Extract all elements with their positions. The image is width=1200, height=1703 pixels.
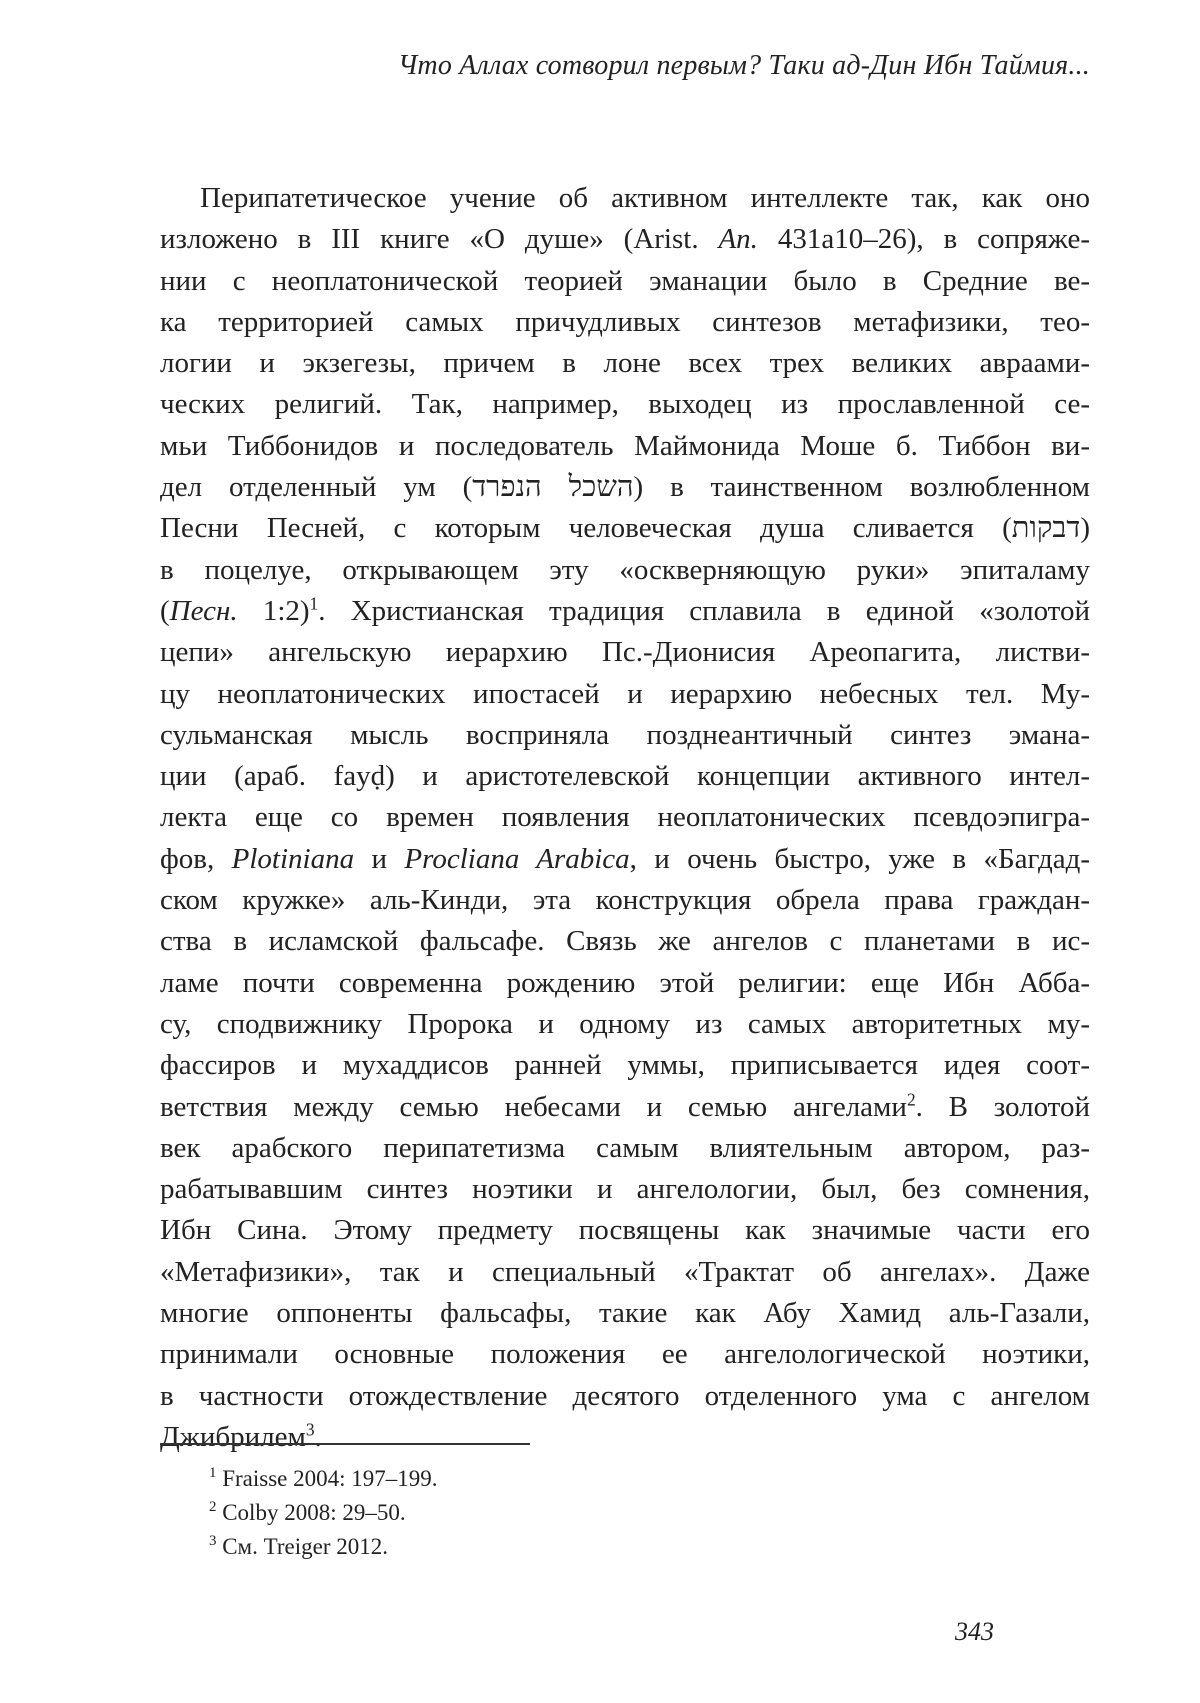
text-segment: ка территорией самых причудливых синтезов метафизики, тео- <box>160 305 1090 338</box>
running-head: Что Аллах сотворил первым? Таки ад-Дин Ибн Таймия... <box>397 50 1090 81</box>
footnote <box>209 1530 438 1564</box>
text-segment: в частности отождествление десятого отделенного ума с ангелом <box>160 1379 1090 1412</box>
footnote-number: 3 <box>209 1533 217 1550</box>
text-line <box>160 384 1090 425</box>
text-line <box>160 343 1090 384</box>
text-line <box>160 467 1090 508</box>
text-line <box>160 715 1090 756</box>
text-line <box>160 839 1090 880</box>
text-line <box>160 963 1090 1004</box>
footnote-text: Fraisse 2004: 197–199. <box>216 1466 438 1491</box>
text-segment: «Метафизики», так и специальный «Трактат об ангелах». Даже <box>160 1255 1090 1288</box>
text-line <box>160 921 1090 962</box>
text-segment: су, сподвижнику Пророка и одному из самых авторитетных му- <box>160 1007 1090 1040</box>
text-segment: дел отделенный ум ( <box>160 471 473 504</box>
hebrew-text: דבקות <box>1011 512 1081 545</box>
footnote-number: 2 <box>209 1499 217 1516</box>
footnote-text: См. Treiger 2012. <box>216 1534 388 1559</box>
text-segment: цепи» ангельскую иерархию Пс.-Дионисия Ареопагита, листви- <box>160 636 1090 669</box>
text-segment: . В золотой <box>915 1090 1090 1123</box>
footnote <box>209 1496 438 1530</box>
hebrew-text: השכל הנפרד <box>472 471 634 504</box>
text-line <box>160 508 1090 549</box>
text-segment: изложено в III книге «О душе» (Arist. <box>160 223 719 256</box>
text-line <box>160 632 1090 673</box>
text-segment: рабатывавшим синтез ноэтики и ангелологии, был, без сомнения, <box>160 1173 1090 1206</box>
text-line <box>160 178 1090 219</box>
text-segment: лекта еще со времен появления неоплатонических псевдоэпигра- <box>160 801 1090 834</box>
text-segment: ) в таинственном возлюбленном <box>633 471 1090 504</box>
footnote <box>209 1462 438 1496</box>
text-line <box>160 880 1090 921</box>
text-segment: фассиров и мухаддисов ранней уммы, приписывается идея соот- <box>160 1049 1090 1082</box>
text-line <box>160 1210 1090 1251</box>
text-segment: . <box>314 1420 322 1453</box>
text-line <box>160 550 1090 591</box>
text-line <box>160 756 1090 797</box>
text-segment: Ибн Сина. Этому предмету посвящены как значимые части его <box>160 1214 1090 1247</box>
text-line <box>160 1417 1090 1458</box>
text-line <box>160 219 1090 260</box>
text-segment: фов, <box>160 842 232 875</box>
text-line <box>160 1252 1090 1293</box>
text-segment: ства в исламской фальсафе. Связь же ангелов с планетами в ис- <box>160 925 1090 958</box>
text-line <box>160 1169 1090 1210</box>
text-line <box>160 1004 1090 1045</box>
text-line <box>160 1087 1090 1128</box>
text-line <box>160 1376 1090 1417</box>
text-segment: век арабского перипатетизма самым влиятельным автором, раз- <box>160 1131 1090 1164</box>
text-segment: Перипатетическое учение об активном интеллекте так, как оно <box>200 182 1090 214</box>
text-segment: 431a10–26), в сопряже- <box>757 223 1090 256</box>
italic-text: Песн. <box>169 594 238 627</box>
text-segment: нии с неоплатонической теорией эманации было в Средние ве- <box>160 264 1090 297</box>
text-segment: многие оппоненты фальсафы, такие как Абу Хамид аль-Газали, <box>160 1297 1090 1330</box>
text-segment: сульманская мысль восприняла позднеантичный синтез эмана- <box>160 718 1090 751</box>
footnotes <box>209 1462 438 1564</box>
text-segment: Джибрилем <box>160 1420 306 1453</box>
text-segment: мьи Тиббонидов и последователь Маймонида Моше б. Тиббон ви- <box>160 429 1090 462</box>
text-segment: Песни Песней, с которым человеческая душа сливается ( <box>160 512 1012 545</box>
text-segment: в поцелуе, открывающем эту «оскверняющую руки» эпиталаму <box>160 553 1090 586</box>
text-line <box>160 1128 1090 1169</box>
page-number: 343 <box>955 1617 994 1646</box>
text-segment: ветствия между семью небесами и семью ангелами <box>160 1090 907 1123</box>
text-line <box>160 426 1090 467</box>
text-segment: ском кружке» аль-Кинди, эта конструкция обрела права граждан- <box>160 884 1090 917</box>
text-line <box>160 1045 1090 1086</box>
footnote-marker: 2 <box>906 1089 916 1110</box>
body-text <box>160 178 1090 1458</box>
text-line <box>160 1334 1090 1375</box>
footnote-divider <box>160 1443 530 1445</box>
text-segment: ) <box>1080 512 1090 545</box>
text-segment: цу неоплатонических ипостасей и иерархию небесных тел. Му- <box>160 677 1090 710</box>
text-line <box>160 302 1090 343</box>
text-segment: ламе почти современна рождению этой религии: еще Ибн Абба- <box>160 966 1090 999</box>
text-line <box>160 591 1090 632</box>
text-segment: ( <box>160 594 170 627</box>
italic-text: Procliana Arabica <box>404 842 630 875</box>
footnote-number: 1 <box>209 1465 217 1482</box>
text-segment: 1:2) <box>237 594 310 627</box>
text-segment: ции (араб. fayḍ) и аристотелевской концепции активного интел- <box>160 760 1090 793</box>
text-segment: . Христианская традиция сплавила в единой «золотой <box>318 594 1090 627</box>
text-line <box>160 797 1090 838</box>
text-line <box>160 674 1090 715</box>
text-segment: принимали основные положения ее ангелологической ноэтики, <box>160 1338 1090 1371</box>
text-segment: ческих религий. Так, например, выходец из прославленной се- <box>160 388 1090 421</box>
footnote-marker: 3 <box>305 1419 315 1440</box>
text-segment: логии и экзегезы, причем в лоне всех трех великих авраами- <box>160 347 1090 380</box>
text-line <box>160 261 1090 302</box>
text-line <box>160 1293 1090 1334</box>
footnote-text: Colby 2008: 29–50. <box>216 1500 406 1525</box>
italic-text: An. <box>718 223 758 256</box>
text-segment: и <box>354 842 405 875</box>
italic-text: Plotiniana <box>231 842 355 875</box>
footnote-marker: 1 <box>309 593 319 614</box>
text-segment: , и очень быстро, уже в «Багдад- <box>629 842 1090 875</box>
